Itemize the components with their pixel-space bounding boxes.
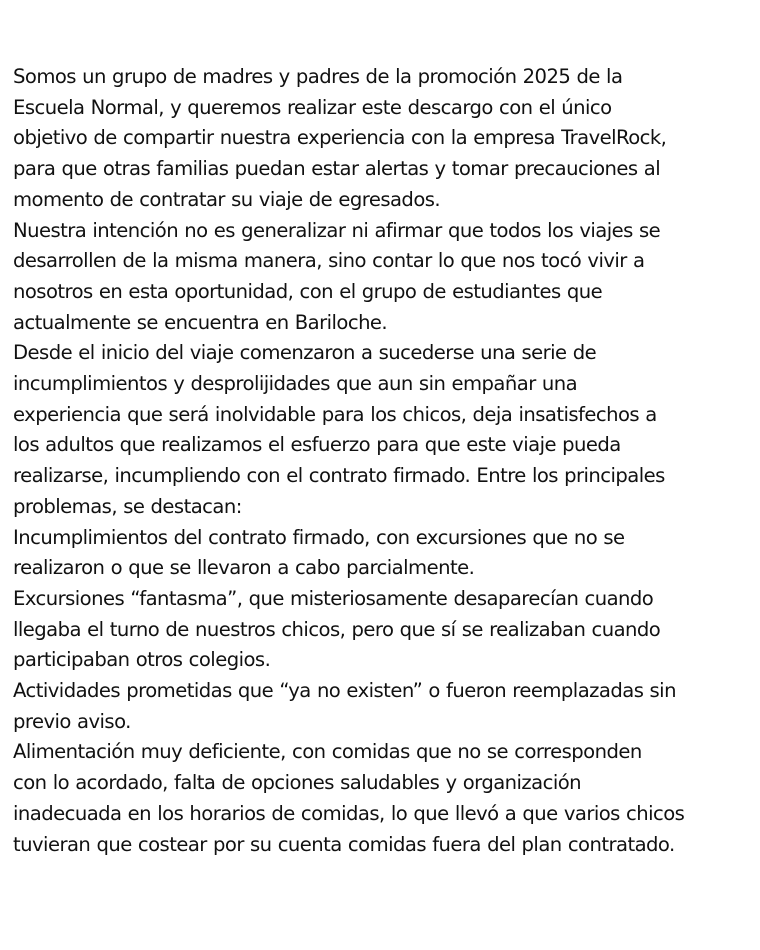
text-line: realizaron o que se llevaron a cabo parcialmente. [13, 556, 475, 580]
text-line: Alimentación muy deficiente, con comidas que no se corresponden [13, 740, 642, 764]
text-line: Desde el inicio del viaje comenzaron a sucederse una serie de [13, 341, 597, 365]
text-line: momento de contratar su viaje de egresados. [13, 187, 441, 211]
text-line: los adultos que realizamos el esfuerzo para que este viaje pueda [13, 433, 621, 457]
text-line: experiencia que será inolvidable para los chicos, deja insatisfechos a [13, 402, 657, 426]
text-line: Escuela Normal, y queremos realizar este descargo con el único [13, 95, 612, 119]
text-line: tuvieran que costear por su cuenta comidas fuera del plan contratado. [13, 832, 675, 856]
text-line: nosotros en esta oportunidad, con el grupo de estudiantes que [13, 279, 603, 303]
text-line: Actividades prometidas que “ya no existen” o fueron reemplazadas sin [13, 679, 676, 703]
text-line: para que otras familias puedan estar alertas y tomar precauciones al [13, 157, 661, 181]
text-line: incumplimientos y desprolijidades que aun sin empañar una [13, 372, 578, 396]
text-line: Somos un grupo de madres y padres de la promoción 2025 de la [13, 65, 623, 88]
text-line: desarrollen de la misma manera, sino contar lo que nos tocó vivir a [13, 249, 645, 273]
text-line: Excursiones “fantasma”, que misteriosamente desaparecían cuando [13, 586, 654, 610]
document-body-text [13, 62, 753, 860]
text-line: problemas, se destacan: [13, 494, 242, 518]
text-line: llegaba el turno de nuestros chicos, pero que sí se realizaban cuando [13, 617, 661, 641]
text-line: Nuestra intención no es generalizar ni afirmar que todos los viajes se [13, 218, 661, 242]
text-line: actualmente se encuentra en Bariloche. [13, 310, 388, 334]
text-line: con lo acordado, falta de opciones saludables y organización [13, 771, 582, 795]
text-line: realizarse, incumpliendo con el contrato firmado. Entre los principales [13, 464, 665, 488]
text-line: Incumplimientos del contrato firmado, con excursiones que no se [13, 525, 625, 549]
text-line: participaban otros colegios. [13, 648, 271, 672]
text-line: objetivo de compartir nuestra experiencia con la empresa TravelRock, [13, 126, 667, 150]
text-line: previo aviso. [13, 709, 131, 733]
text-line: inadecuada en los horarios de comidas, lo que llevó a que varios chicos [13, 801, 685, 825]
